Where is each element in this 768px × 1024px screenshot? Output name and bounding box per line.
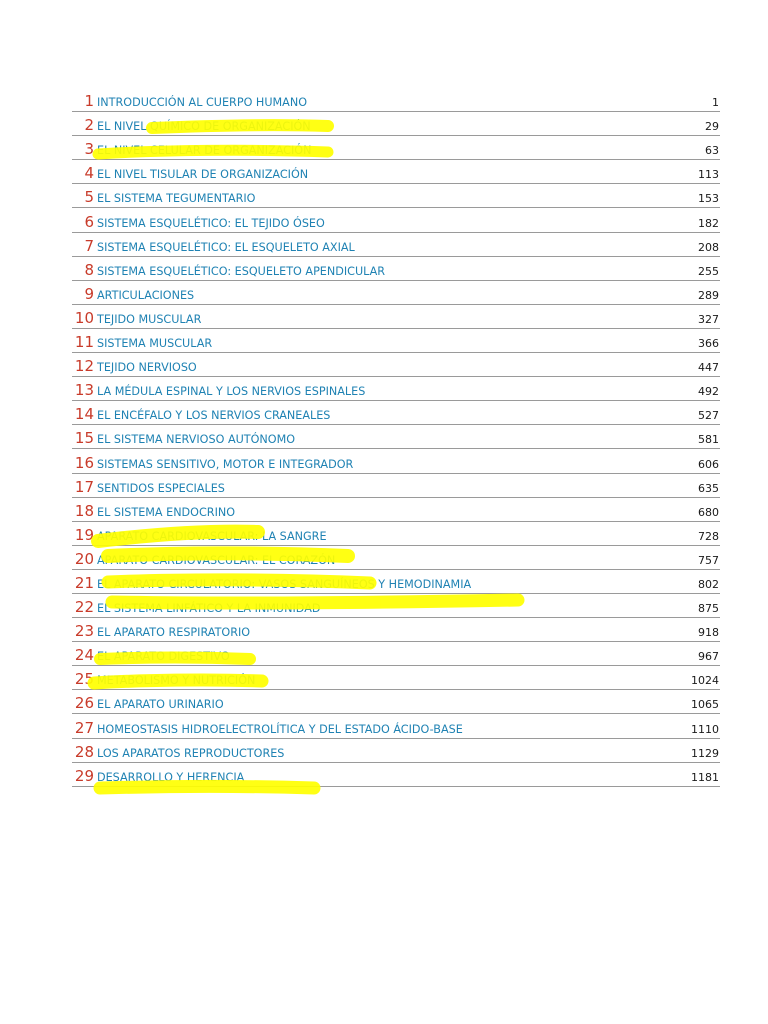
- page-number: 1129: [691, 746, 719, 760]
- page-number: 153: [698, 192, 719, 206]
- page-number: 635: [698, 481, 719, 495]
- chapter-number: 19: [74, 525, 94, 544]
- chapter-number: 3: [84, 140, 94, 159]
- toc-row: [72, 763, 720, 787]
- chapter-number: 26: [74, 694, 94, 713]
- toc-row: [72, 618, 720, 642]
- page-number: 1110: [691, 722, 719, 736]
- toc-row: [72, 666, 720, 690]
- toc-row: [72, 88, 720, 112]
- chapter-number: 11: [74, 333, 94, 352]
- chapter-title: EL APARATO URINARIO: [97, 698, 224, 712]
- toc-row: [72, 112, 720, 136]
- chapter-title: EL APARATO RESPIRATORIO: [97, 626, 251, 640]
- page-number: 967: [698, 650, 719, 664]
- page-number: 327: [698, 312, 719, 326]
- toc-row: [72, 281, 720, 305]
- toc-row: [72, 401, 720, 425]
- toc-row: [72, 233, 720, 257]
- toc-row: [72, 136, 720, 160]
- page-number: 728: [698, 529, 719, 543]
- toc-row: [72, 594, 720, 618]
- toc-row: [72, 690, 720, 714]
- highlight-stroke: [100, 787, 314, 789]
- chapter-number: 4: [84, 164, 94, 183]
- page-number: 208: [698, 240, 719, 254]
- chapter-number: 29: [74, 766, 94, 785]
- page-number: 1024: [691, 674, 719, 688]
- chapter-number: 17: [74, 477, 94, 496]
- chapter-title: TEJIDO MUSCULAR: [97, 312, 202, 326]
- chapter-title: LOS APARATOS REPRODUCTORES: [97, 746, 285, 760]
- toc-row: [72, 570, 720, 594]
- chapter-number: 28: [74, 742, 94, 761]
- chapter-title: EL ENCÉFALO Y LOS NERVIOS CRANEALES: [97, 409, 331, 423]
- chapter-number: 10: [74, 308, 94, 327]
- toc-row: [72, 425, 720, 449]
- toc-row: [72, 257, 720, 281]
- chapter-title: EL APARATO CIRCULATORIO: VASOS SANGUÍNEOS Y HEMODINAMIA: [97, 577, 472, 591]
- toc-row: [72, 739, 720, 763]
- chapter-title: EL APARATO DIGESTIVO: [97, 650, 230, 664]
- page-number: 527: [698, 409, 719, 423]
- chapter-number: 7: [84, 236, 94, 255]
- page-number: 1181: [691, 770, 719, 784]
- chapter-title: DESARROLLO Y HERENCIA: [97, 770, 245, 784]
- chapter-number: 5: [84, 188, 94, 207]
- page-number: 581: [698, 433, 719, 447]
- chapter-title: SISTEMA ESQUELÉTICO: EL TEJIDO ÓSEO: [97, 216, 325, 230]
- chapter-title: SISTEMA ESQUELÉTICO: ESQUELETO APENDICULAR: [97, 264, 386, 278]
- chapter-title: EL SISTEMA TEGUMENTARIO: [97, 192, 256, 206]
- chapter-title: HOMEOSTASIS HIDROELECTROLÍTICA Y DEL ESTADO ÁCIDO-BASE: [97, 722, 463, 736]
- page-number: 1: [712, 96, 719, 110]
- chapter-title: SISTEMA MUSCULAR: [97, 337, 213, 351]
- page-number: 366: [698, 337, 719, 351]
- chapter-title: TEJIDO NERVIOSO: [97, 361, 197, 375]
- toc-row: [72, 474, 720, 498]
- chapter-title: APARATO CARDIOVASCULAR: LA SANGRE: [97, 529, 327, 543]
- chapter-number: 15: [74, 429, 94, 448]
- chapter-number: 18: [74, 501, 94, 520]
- chapter-title: METABOLISMO Y NUTRICIÓN: [97, 674, 256, 688]
- toc-row: [72, 714, 720, 738]
- chapter-number: 14: [74, 405, 94, 424]
- page-number: 289: [698, 288, 719, 302]
- page-number: 1065: [691, 698, 719, 712]
- toc-row: [72, 449, 720, 473]
- chapter-number: 6: [84, 212, 94, 231]
- toc-row: [72, 305, 720, 329]
- page-number: 918: [698, 626, 719, 640]
- chapter-title: EL NIVEL CELULAR DE ORGANIZACIÓN: [97, 144, 312, 158]
- toc-row: [72, 546, 720, 570]
- chapter-number: 13: [74, 381, 94, 400]
- chapter-number: 2: [84, 116, 94, 135]
- chapter-number: 21: [74, 573, 94, 592]
- chapter-title: ARTICULACIONES: [97, 288, 195, 302]
- page-number: 447: [698, 361, 719, 375]
- toc-row: [72, 160, 720, 184]
- page-number: 802: [698, 577, 719, 591]
- page-number: 255: [698, 264, 719, 278]
- chapter-title: LA MÉDULA ESPINAL Y LOS NERVIOS ESPINALES: [97, 385, 366, 399]
- chapter-number: 9: [84, 284, 94, 303]
- page-number: 680: [698, 505, 719, 519]
- table-of-contents: [72, 88, 720, 787]
- chapter-number: 12: [74, 357, 94, 376]
- toc-row: [72, 329, 720, 353]
- chapter-title: INTRODUCCIÓN AL CUERPO HUMANO: [97, 96, 308, 110]
- toc-row: [72, 208, 720, 232]
- chapter-title: APARATO CARDIOVASCULAR: EL CORAZÓN: [97, 553, 336, 567]
- chapter-title: EL NIVEL QUÍMICO DE ORGANIZACIÓN: [97, 120, 311, 134]
- chapter-number: 25: [74, 670, 94, 689]
- chapter-number: 8: [84, 260, 94, 279]
- page-number: 757: [698, 553, 719, 567]
- chapter-number: 24: [74, 646, 94, 665]
- chapter-number: 1: [84, 92, 94, 111]
- chapter-number: 20: [74, 549, 94, 568]
- chapter-title: EL SISTEMA LINFÁTICO Y LA INMUNIDAD: [97, 602, 321, 616]
- page-number: 29: [705, 120, 719, 134]
- toc-row: [72, 498, 720, 522]
- chapter-number: 16: [74, 453, 94, 472]
- toc-row: [72, 522, 720, 546]
- page-number: 113: [698, 168, 719, 182]
- toc-row: [72, 377, 720, 401]
- chapter-title: EL SISTEMA NERVIOSO AUTÓNOMO: [97, 433, 296, 447]
- page-number: 182: [698, 216, 719, 230]
- toc-row: [72, 353, 720, 377]
- chapter-title: EL NIVEL TISULAR DE ORGANIZACIÓN: [97, 168, 309, 182]
- chapter-title: SISTEMA ESQUELÉTICO: EL ESQUELETO AXIAL: [97, 240, 355, 254]
- chapter-number: 23: [74, 622, 94, 641]
- toc-row: [72, 184, 720, 208]
- chapter-number: 22: [74, 598, 94, 617]
- chapter-title: SISTEMAS SENSITIVO, MOTOR E INTEGRADOR: [97, 457, 354, 471]
- page-number: 63: [705, 144, 719, 158]
- chapter-title: EL SISTEMA ENDOCRINO: [97, 505, 236, 519]
- toc-row: [72, 642, 720, 666]
- page-number: 606: [698, 457, 719, 471]
- chapter-number: 27: [74, 718, 94, 737]
- page-number: 875: [698, 602, 719, 616]
- page-number: 492: [698, 385, 719, 399]
- chapter-title: SENTIDOS ESPECIALES: [97, 481, 225, 495]
